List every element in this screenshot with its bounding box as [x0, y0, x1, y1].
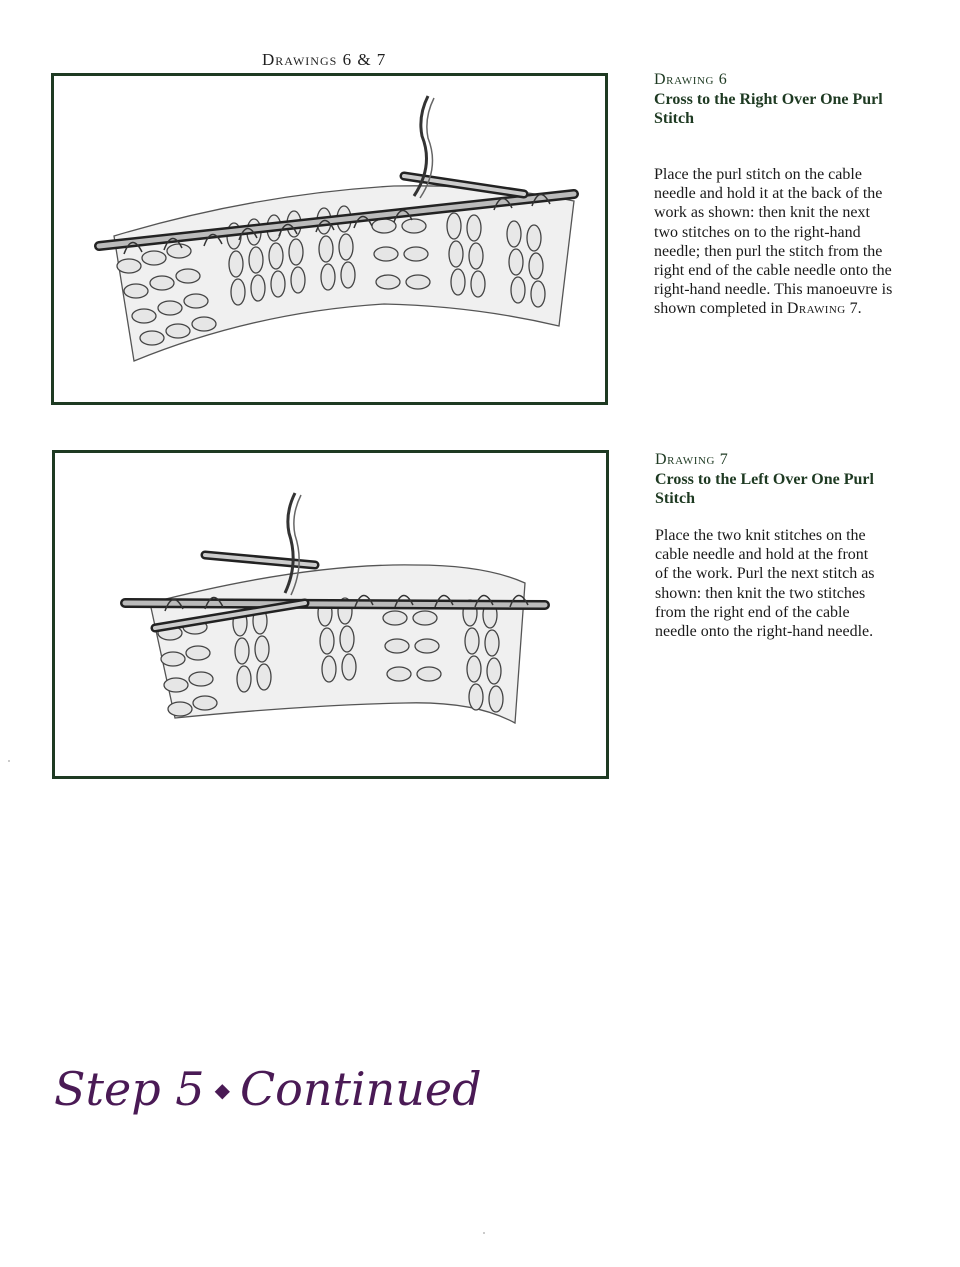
drawing-6-ref-number: 7. — [845, 300, 862, 318]
drawing-6-title: Cross to the Right Over One Purl Stitch — [654, 91, 883, 127]
drawing-7-illustration — [55, 453, 606, 776]
drawing-6-frame — [51, 73, 608, 405]
step-number: Step 5 — [54, 1062, 205, 1116]
speck — [8, 760, 10, 762]
drawing-6-ref-label: Drawing — [786, 300, 846, 318]
drawing-6-body-text: Place the purl stitch on the cable needle and hold it at the back of the work as shown: then knit the next two stitches on to the right-hand needle; then purl the stitch from the right end of the cable needle onto the right-hand needle. This manoeuvre is shown completed in — [654, 166, 893, 318]
drawing-7-body: Place the two knit stitches on the cable needle and hold at the front of the work. Purl the next stitch as shown: then knit the two stitches from the right end of the cable needle onto the right-hand needle. — [655, 527, 875, 641]
drawing-7-frame — [52, 450, 609, 779]
step-continued: Continued — [239, 1062, 482, 1116]
speck — [483, 1232, 485, 1234]
diamond-separator-icon: ◆ — [214, 1078, 230, 1102]
drawing-6-body — [654, 165, 894, 319]
drawing-6-label: Drawing 6 — [654, 71, 728, 88]
drawing-7-label: Drawing 7 — [655, 451, 729, 468]
drawing-7-title: Cross to the Left Over One Purl Stitch — [655, 471, 874, 507]
drawing-6-illustration — [54, 76, 605, 402]
step-title — [54, 1062, 482, 1116]
drawing-7-caption — [655, 450, 905, 641]
drawing-6-caption — [654, 70, 904, 319]
drawings-header: Drawings 6 & 7 — [262, 50, 387, 69]
